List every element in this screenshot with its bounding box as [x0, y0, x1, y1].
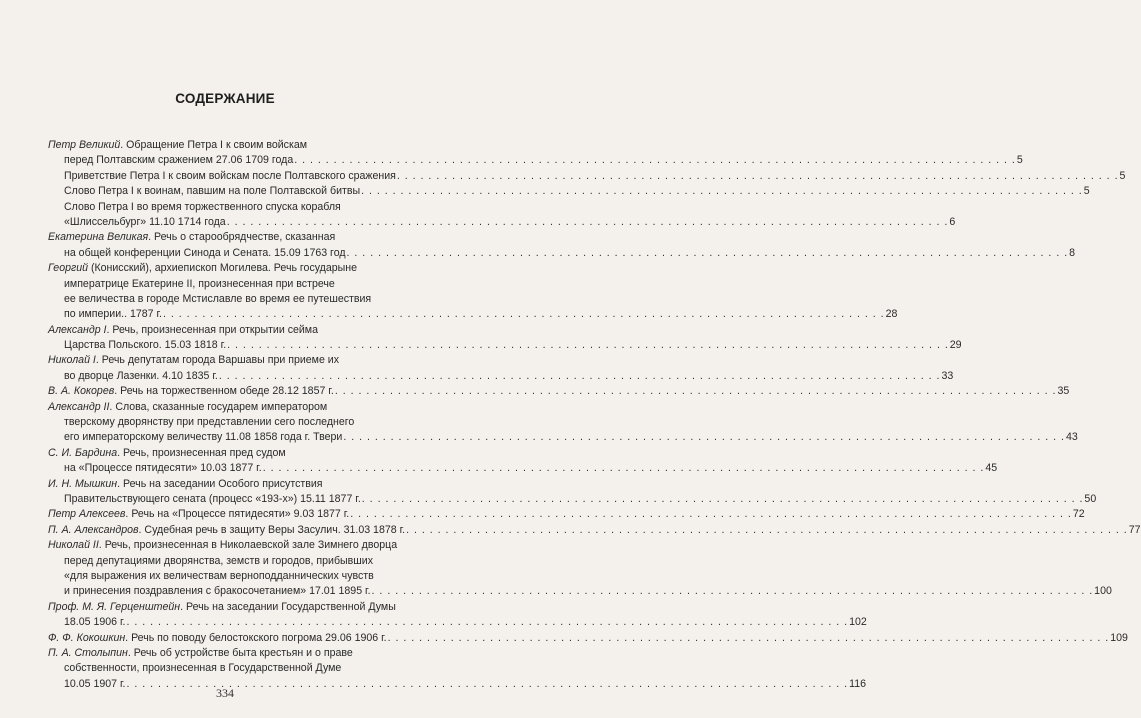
- toc-line: [48, 153, 1023, 168]
- toc-line: [48, 369, 954, 384]
- toc-line: [48, 569, 432, 584]
- toc-line: [48, 215, 956, 230]
- toc-page-number: 50: [1084, 492, 1097, 505]
- dot-leader: [350, 507, 1072, 522]
- dot-leader: [343, 430, 1065, 445]
- toc-text: 18.05 1906 г.: [64, 616, 126, 629]
- toc-text: Речь, произнесенная пред судом: [123, 446, 286, 459]
- toc-line: Александр II. Слова, сказанные государем императором: [48, 400, 328, 413]
- toc-text: Слова, сказанные государем императором: [115, 400, 328, 413]
- toc-author: В. А. Кокорев: [48, 385, 115, 398]
- toc-line: П. А. Столыпин. Речь об устройстве быта крестьян и о праве: [48, 646, 353, 659]
- dot-leader: [406, 523, 1128, 538]
- toc-text: тверскому дворянству при представлении сего последнего: [64, 416, 355, 429]
- toc-line: [48, 461, 998, 476]
- toc-page-number: 8: [1069, 246, 1076, 259]
- toc-line: С. И. Бардина. Речь, произнесенная пред судом: [48, 446, 286, 459]
- toc-line: И. Н. Мышкин. Речь на заседании Особого присутствия: [48, 477, 323, 490]
- toc-text: Слово Петра I во время торжественного спуска корабля: [64, 200, 341, 213]
- toc-entry: [48, 169, 1126, 184]
- page-number: 334: [216, 686, 234, 700]
- toc-entry: [48, 507, 1085, 522]
- toc-text: Слово Петра I к воинам, павшим на поле Полтавской битвы: [64, 185, 361, 198]
- toc-page-number: 116: [849, 677, 866, 690]
- toc-author: Екатерина Великая: [48, 231, 149, 244]
- toc-entry: [48, 400, 1078, 446]
- table-of-contents: [48, 138, 1141, 692]
- dot-leader: [219, 369, 941, 384]
- toc-text: по империи.. 1787 г.: [64, 308, 162, 321]
- toc-line: [48, 184, 1090, 199]
- toc-entry: [48, 523, 1141, 538]
- toc-page-number: 5: [1016, 154, 1023, 167]
- toc-entry: [48, 600, 867, 631]
- dot-leader: [163, 307, 885, 322]
- toc-line: [48, 584, 1112, 599]
- dot-leader: [263, 461, 985, 476]
- toc-text: во дворце Лазенки. 4.10 1835 г.: [64, 369, 218, 382]
- toc-text: Речь депутатам города Варшавы при приеме их: [101, 354, 339, 367]
- dot-leader: [361, 184, 1083, 199]
- toc-author: И. Н. Мышкин: [48, 477, 118, 490]
- toc-text: Правительствующего сената (процесс «193-х») 15.11 1877 г.: [64, 492, 361, 505]
- toc-page-number: 109: [1110, 631, 1128, 644]
- toc-line: Николай I. Речь депутатам города Варшавы при приеме их: [48, 354, 339, 367]
- toc-page-number: 45: [985, 462, 998, 475]
- toc-text: Речь, произнесенная при открытии сейма: [112, 323, 318, 336]
- toc-line: Николай II. Речь, произнесенная в Николаевской зале Зимнего дворца: [48, 539, 398, 552]
- toc-page-number: 102: [849, 616, 867, 629]
- toc-page-number: 29: [949, 339, 962, 352]
- dot-leader: [347, 246, 1069, 261]
- toc-text: его императорскому величеству 11.08 1858 года г. Твери: [64, 431, 343, 444]
- toc-author: Проф. М. Я. Герценштейн: [48, 600, 181, 613]
- toc-entry: [48, 200, 956, 231]
- toc-author: Александр II: [48, 400, 110, 413]
- toc-text: и принесения поздравления с бракосочетанием» 17.01 1895 г.: [64, 585, 371, 598]
- dot-leader: [335, 384, 1057, 399]
- toc-text: Речь по поводу белостокского погрома 29.06 1906 г.: [131, 631, 387, 644]
- page-title: СОДЕРЖАНИЕ: [175, 91, 275, 106]
- toc-text: на общей конференции Синода и Сената. 15.09 1763 год: [64, 246, 346, 259]
- toc-text: Речь на заседании Особого присутствия: [123, 477, 323, 490]
- toc-line: [48, 430, 1078, 445]
- toc-text: Приветствие Петра I к своим войскам после Полтавского сражения: [64, 169, 396, 182]
- toc-entry: [48, 384, 1070, 399]
- toc-line: П. А. Александров. Судебная речь в защиту Веры Засулич. 31.03 1878 г. . . . 77: [48, 523, 432, 538]
- toc-text: «для выражения их величествам верноподданнических чувств: [64, 569, 374, 582]
- toc-text: Речь об устройстве быта крестьян и о праве: [133, 646, 353, 659]
- toc-line: В. А. Кокорев. Речь на торжественном обеде 28.12 1857 г. . . . 35: [48, 384, 432, 399]
- toc-text: на «Процессе пятидесяти» 10.03 1877 г.: [64, 462, 262, 475]
- toc-page-number: 5: [1083, 185, 1090, 198]
- toc-line: [48, 615, 867, 630]
- dot-leader: [388, 631, 1110, 646]
- toc-entry: [48, 477, 1097, 508]
- toc-entry: [48, 631, 1128, 646]
- toc-page-number: 28: [885, 308, 898, 321]
- toc-entry: [48, 230, 1076, 261]
- toc-author: Петр Великий: [48, 139, 121, 151]
- toc-text: (Конисский), архиепископ Могилева. Речь государыне: [90, 262, 358, 275]
- toc-entry: [48, 138, 1023, 169]
- toc-author: П. А. Столыпин: [48, 646, 128, 659]
- toc-author: Николай II: [48, 539, 99, 552]
- toc-page-number: 6: [949, 215, 956, 228]
- toc-author: Николай I: [48, 354, 96, 367]
- toc-line: [48, 554, 432, 569]
- toc-author: Ф. Ф. Кокошкин: [48, 631, 126, 644]
- toc-line: Петр Алексеев. Речь на «Процессе пятидесяти» 9.03 1877 г. . . . 72: [48, 507, 432, 522]
- toc-text: ее величества в городе Мстиславле во время ее путешествия: [64, 292, 372, 305]
- toc-page-number: 35: [1057, 385, 1070, 398]
- toc-line: [48, 277, 432, 292]
- toc-text: императрице Екатерине II, произнесенная при встрече: [64, 277, 335, 290]
- dot-leader: [294, 153, 1016, 168]
- toc-text: Судебная речь в защиту Веры Засулич. 31.03 1878 г.: [144, 523, 406, 536]
- toc-author: П. А. Александров: [48, 523, 139, 536]
- dot-leader: [372, 584, 1094, 599]
- toc-text: перед депутациями дворянства, земств и городов, прибывших: [64, 554, 374, 567]
- toc-line: [48, 169, 1126, 184]
- toc-entry: [48, 538, 1112, 600]
- dot-leader: [227, 215, 949, 230]
- toc-line: [48, 492, 1097, 507]
- toc-text: собственности, произнесенная в Государственной Думе: [64, 662, 342, 675]
- dot-leader: [126, 615, 848, 630]
- toc-line: [48, 292, 432, 307]
- toc-page-number: 100: [1094, 585, 1112, 598]
- toc-page-number: 43: [1065, 431, 1078, 444]
- toc-text: 10.05 1907 г.: [64, 677, 126, 690]
- toc-page-number: 77: [1128, 523, 1141, 536]
- toc-text: Речь о старообрядчестве, сказанная: [154, 231, 336, 244]
- toc-entry: [48, 261, 898, 323]
- toc-line: [48, 415, 432, 430]
- toc-line: [48, 200, 432, 215]
- toc-text: Речь на заседании Государственной Думы: [186, 600, 396, 613]
- dot-leader: [397, 169, 1119, 184]
- toc-page-number: 5: [1119, 169, 1126, 182]
- toc-line: [48, 246, 1076, 261]
- toc-page-number: 72: [1072, 508, 1085, 521]
- toc-author: Петр Алексеев: [48, 508, 126, 521]
- toc-entry: [48, 353, 954, 384]
- toc-line: Александр I. Речь, произнесенная при открытии сейма: [48, 323, 318, 336]
- toc-line: [48, 307, 898, 322]
- toc-line: [48, 661, 432, 676]
- dot-leader: [362, 492, 1084, 507]
- toc-author: Георгий: [48, 262, 88, 275]
- dot-leader: [227, 338, 949, 353]
- toc-line: Петр Великий. Обращение Петра I к своим войскам: [48, 139, 308, 151]
- toc-line: [48, 261, 432, 276]
- toc-text: Речь на «Процессе пятидесяти» 9.03 1877 г.: [131, 508, 350, 521]
- toc-text: Речь на торжественном обеде 28.12 1857 г.: [120, 385, 334, 398]
- toc-text: «Шлиссельбург» 11.10 1714 года: [64, 215, 226, 228]
- toc-text: перед Полтавским сражением 27.06 1709 года: [64, 154, 294, 167]
- toc-line: Ф. Ф. Кокошкин. Речь по поводу белостокского погрома 29.06 1906 г. . . . 109: [48, 631, 432, 646]
- toc-entry: [48, 323, 962, 354]
- toc-text: Обращение Петра I к своим войскам: [126, 139, 308, 151]
- toc-author: Александр I: [48, 323, 107, 336]
- toc-text: Царства Польского. 15.03 1818 г.: [64, 339, 227, 352]
- toc-text: Речь, произнесенная в Николаевской зале Зимнего дворца: [104, 539, 398, 552]
- toc-author: С. И. Бардина: [48, 446, 118, 459]
- toc-line: [48, 338, 962, 353]
- toc-entry: [48, 446, 998, 477]
- toc-line: Екатерина Великая. Речь о старообрядчестве, сказанная: [48, 231, 336, 244]
- toc-entry: [48, 184, 1090, 199]
- toc-page-number: 33: [941, 369, 954, 382]
- toc-line: Проф. М. Я. Герценштейн. Речь на заседании Государственной Думы: [48, 600, 396, 613]
